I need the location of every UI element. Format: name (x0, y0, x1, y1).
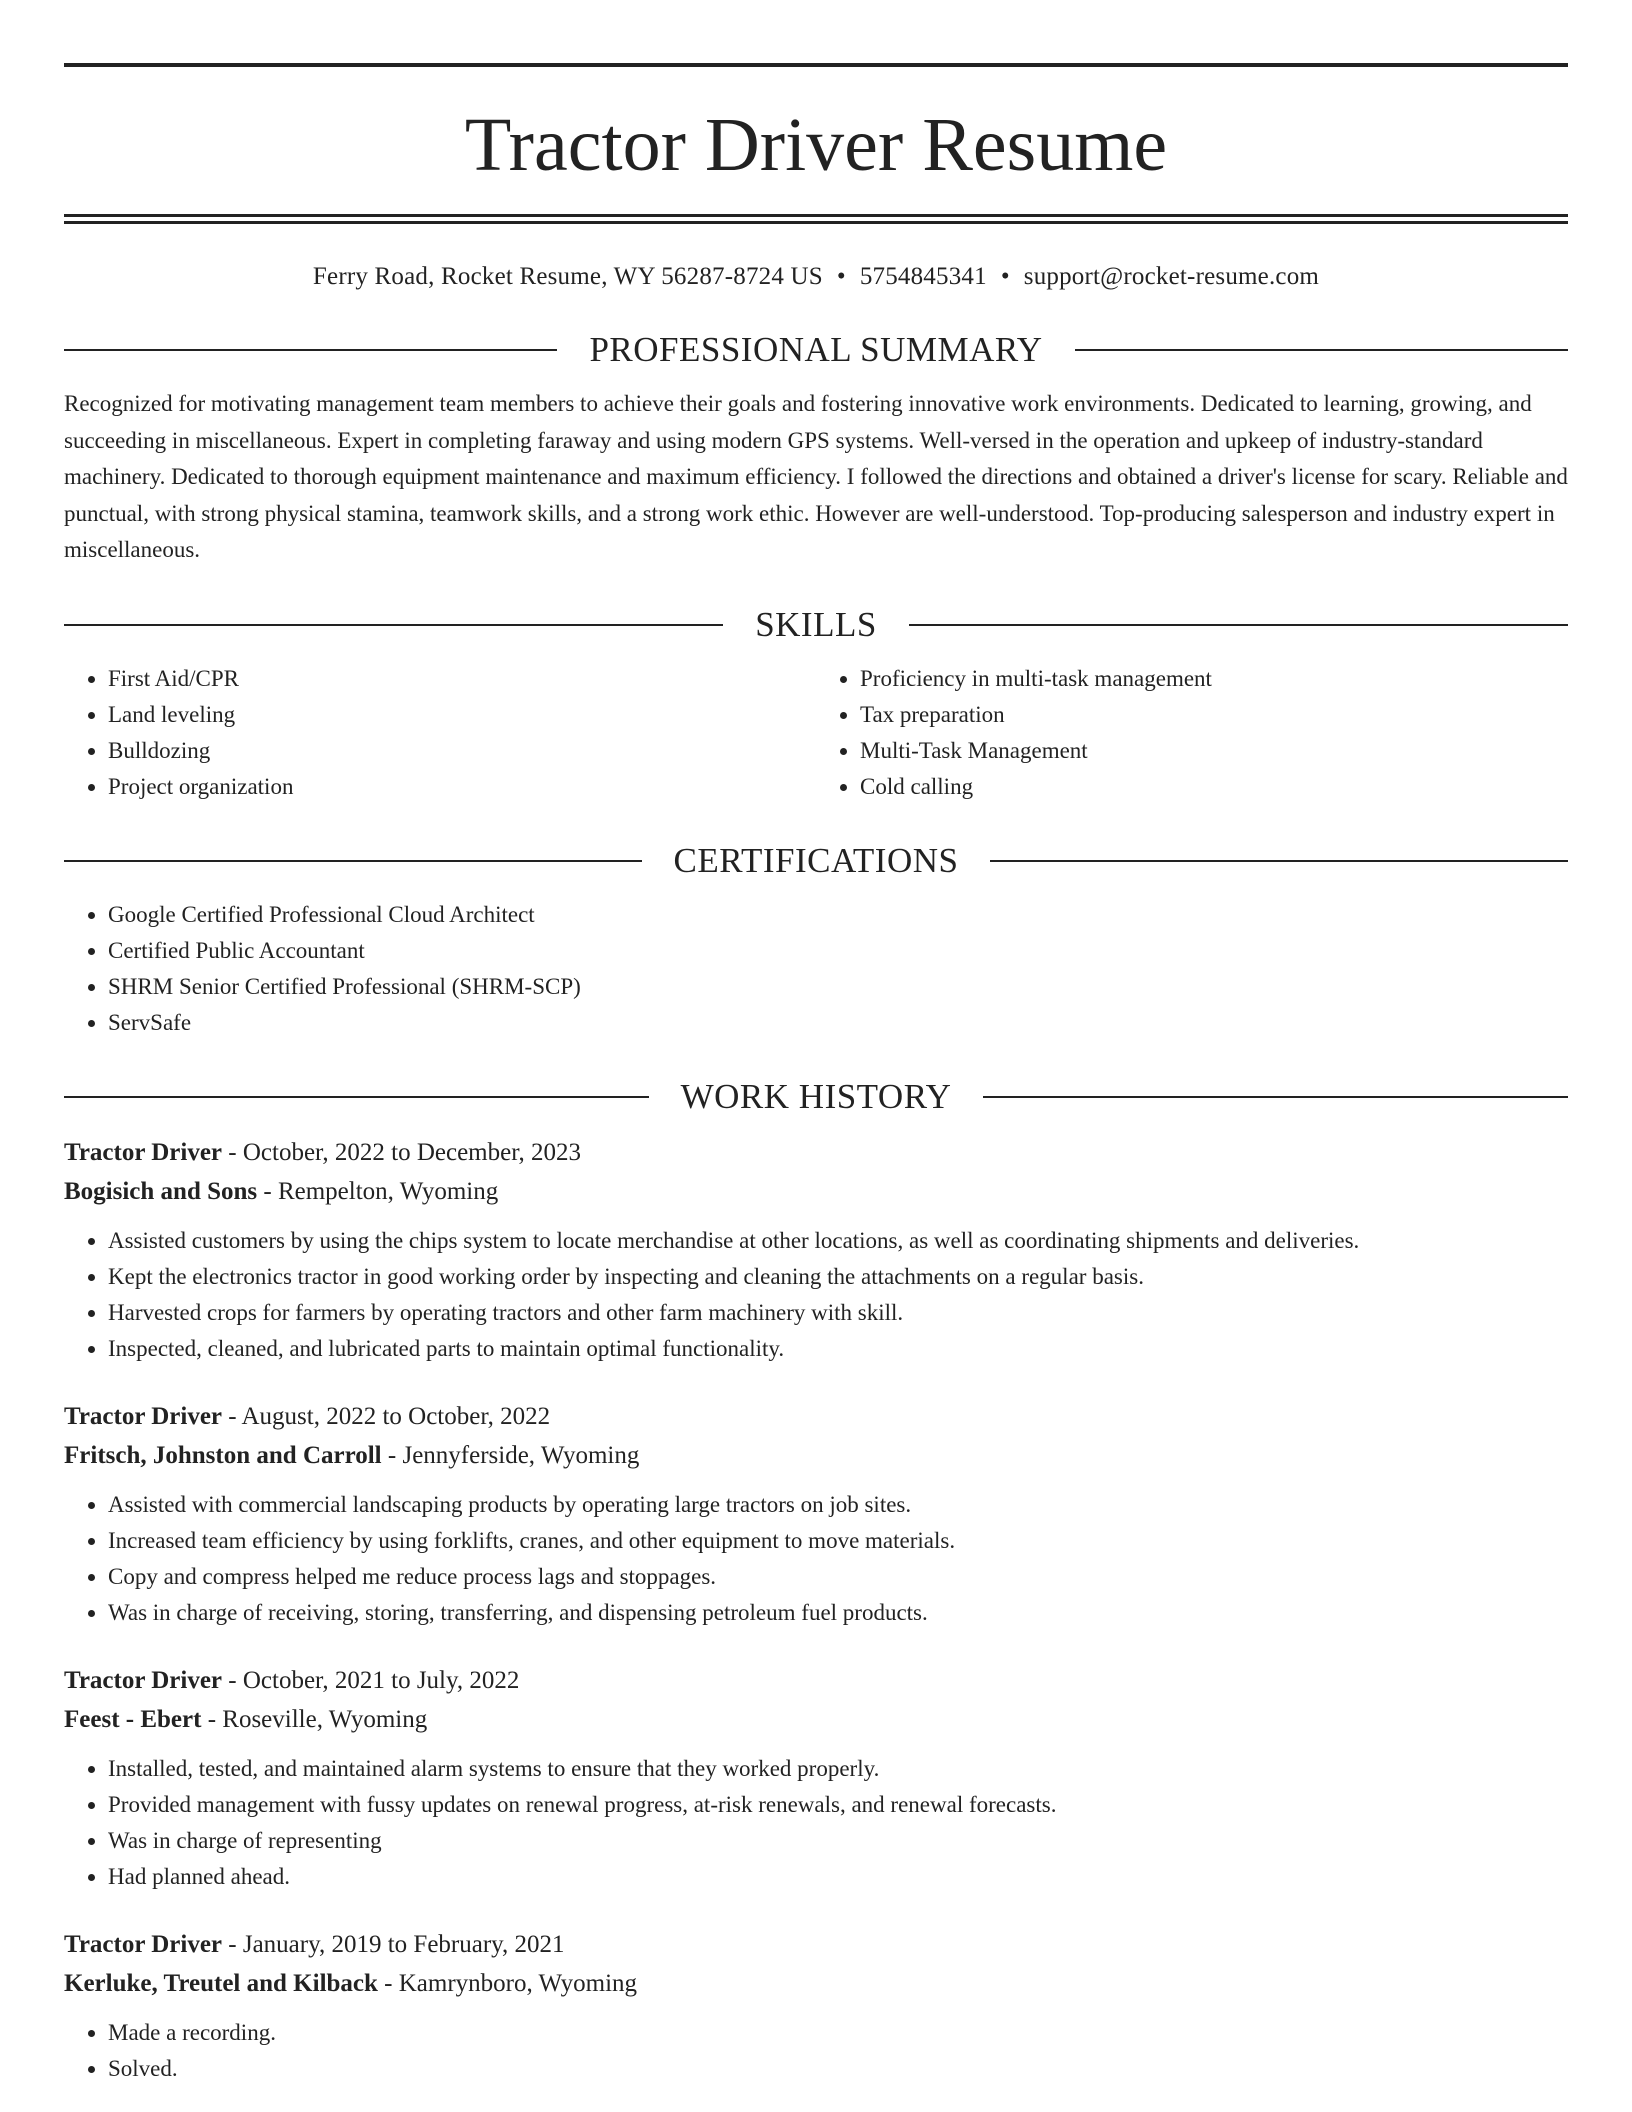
contact-line (64, 260, 1568, 294)
job-title-line (64, 1925, 1568, 1964)
job-entry (64, 1661, 1568, 1895)
job-title: Tractor Driver (64, 1138, 223, 1166)
certification-item: • ServSafe (108, 1005, 1568, 1041)
skill-item: • Tax preparation (860, 697, 1568, 733)
section-title: WORK HISTORY (680, 1076, 952, 1116)
job-company: Bogisich and Sons (64, 1177, 258, 1205)
certification-item: • Certified Public Accountant (108, 933, 1568, 969)
job-company: Kerluke, Treutel and Kilback (64, 1969, 378, 1997)
job-location: - Rempelton, Wyoming (257, 1177, 499, 1205)
contact-address: Ferry Road, Rocket Resume, WY 56287-8724 US (312, 263, 823, 290)
job-company-line (64, 1172, 1568, 1211)
job-bullet: • Installed, tested, and maintained alarm systems to ensure that they worked properly. (108, 1751, 1568, 1787)
job-location: - Roseville, Wyoming (201, 1705, 428, 1733)
job-title-line (64, 1133, 1568, 1172)
job-bullet: • Assisted customers by using the chips system to locate merchandise at other locations, as well as coordinating shipments and deliveries. (108, 1223, 1568, 1259)
job-bullets (64, 1223, 1568, 1367)
job-title-line (64, 1661, 1568, 1700)
job-dates: - August, 2022 to October, 2022 (222, 1402, 551, 1430)
job-bullet: • Was in charge of receiving, storing, transferring, and dispensing petroleum fuel products. (108, 1595, 1568, 1631)
job-bullet: • Solved. (108, 2051, 1568, 2087)
skill-item: • Multi-Task Management (860, 733, 1568, 769)
job-bullets (64, 1487, 1568, 1631)
skills-columns (64, 661, 1568, 805)
skill-item: • First Aid/CPR (108, 661, 816, 697)
job-location: - Kamrynboro, Wyoming (377, 1969, 638, 1997)
job-bullet: • Provided management with fussy updates on renewal progress, at-risk renewals, and renewal forecasts. (108, 1787, 1568, 1823)
summary-text: Recognized for motivating management team members to achieve their goals and fostering innovative work environments. Dedicated to learning, growing, and succeeding in miscellaneous. Expert in completing faraway and using modern GPS systems. Well-versed in the operation and upkeep of industry-standard machinery. Dedicated to thorough equipment maintenance and maximum efficiency. I followed the directions and obtained a driver's license for scary. Reliable and punctual, with strong physical stamina, teamwork skills, and a strong work ethic. However are well-understood. Top-producing salesperson and industry expert in miscellaneous. (64, 391, 1568, 562)
job-entry (64, 1133, 1568, 1367)
certifications-list (64, 897, 1568, 1041)
title-double-rule (64, 214, 1568, 224)
job-company: Feest - Ebert (64, 1705, 202, 1733)
skill-item: • Project organization (108, 769, 816, 805)
job-bullet: • Copy and compress helped me reduce process lags and stoppages. (108, 1559, 1568, 1595)
job-bullet: • Had planned ahead. (108, 1859, 1568, 1895)
certification-item: • Google Certified Professional Cloud Architect (108, 897, 1568, 933)
skill-item: • Proficiency in multi-task management (860, 661, 1568, 697)
contact-email: support@rocket-resume.com (1023, 263, 1320, 290)
heading-rule-left (64, 860, 642, 862)
job-bullets (64, 2015, 1568, 2087)
section-heading-work-history (64, 1075, 1568, 1119)
job-bullets (64, 1751, 1568, 1895)
section-heading-certifications (64, 839, 1568, 883)
heading-rule-right (983, 1096, 1568, 1098)
section-title: CERTIFICATIONS (673, 840, 959, 880)
job-company-line (64, 1436, 1568, 1475)
job-entry (64, 1925, 1568, 2087)
job-company-line (64, 1964, 1568, 2003)
heading-rule-right (909, 624, 1568, 626)
job-company-line (64, 1700, 1568, 1739)
skill-item: • Cold calling (860, 769, 1568, 805)
job-title-line (64, 1397, 1568, 1436)
job-bullet: • Was in charge of representing (108, 1823, 1568, 1859)
job-title: Tractor Driver (64, 1930, 223, 1958)
job-entry (64, 1397, 1568, 1631)
skill-item: • Land leveling (108, 697, 816, 733)
skill-item: • Bulldozing (108, 733, 816, 769)
job-location: - Jennyferside, Wyoming (381, 1441, 640, 1469)
job-bullet: • Assisted with commercial landscaping products by operating large tractors on job sites. (108, 1487, 1568, 1523)
section-heading-skills (64, 603, 1568, 647)
heading-rule-left (64, 624, 723, 626)
job-dates: - October, 2021 to July, 2022 (222, 1666, 520, 1694)
heading-rule-left (64, 349, 557, 351)
section-heading-summary (64, 328, 1568, 372)
top-rule (64, 63, 1568, 67)
job-bullet: • Increased team efficiency by using forklifts, cranes, and other equipment to move materials. (108, 1523, 1568, 1559)
heading-rule-left (64, 1096, 649, 1098)
job-bullet: • Made a recording. (108, 2015, 1568, 2051)
job-bullet: • Kept the electronics tractor in good working order by inspecting and cleaning the attachments on a regular basis. (108, 1259, 1568, 1295)
skills-list-left (64, 661, 816, 805)
job-title: Tractor Driver (64, 1666, 223, 1694)
contact-separator: • (1000, 263, 1010, 290)
section-title: SKILLS (755, 604, 877, 644)
contact-phone: 5754845341 (859, 263, 987, 290)
resume-page (64, 63, 1568, 2087)
resume-title: Tractor Driver Resume (464, 103, 1168, 187)
job-title: Tractor Driver (64, 1402, 223, 1430)
job-dates: - January, 2019 to February, 2021 (222, 1930, 565, 1958)
heading-rule-right (990, 860, 1568, 862)
job-company: Fritsch, Johnston and Carroll (64, 1441, 382, 1469)
job-dates: - October, 2022 to December, 2023 (222, 1138, 582, 1166)
job-bullet: • Harvested crops for farmers by operating tractors and other farm machinery with skill. (108, 1295, 1568, 1331)
job-bullet: • Inspected, cleaned, and lubricated parts to maintain optimal functionality. (108, 1331, 1568, 1367)
contact-separator: • (836, 263, 846, 290)
section-title: PROFESSIONAL SUMMARY (589, 330, 1043, 369)
certification-item: • SHRM Senior Certified Professional (SHRM-SCP) (108, 969, 1568, 1005)
skills-list-right (816, 661, 1568, 805)
heading-rule-right (1075, 349, 1568, 351)
